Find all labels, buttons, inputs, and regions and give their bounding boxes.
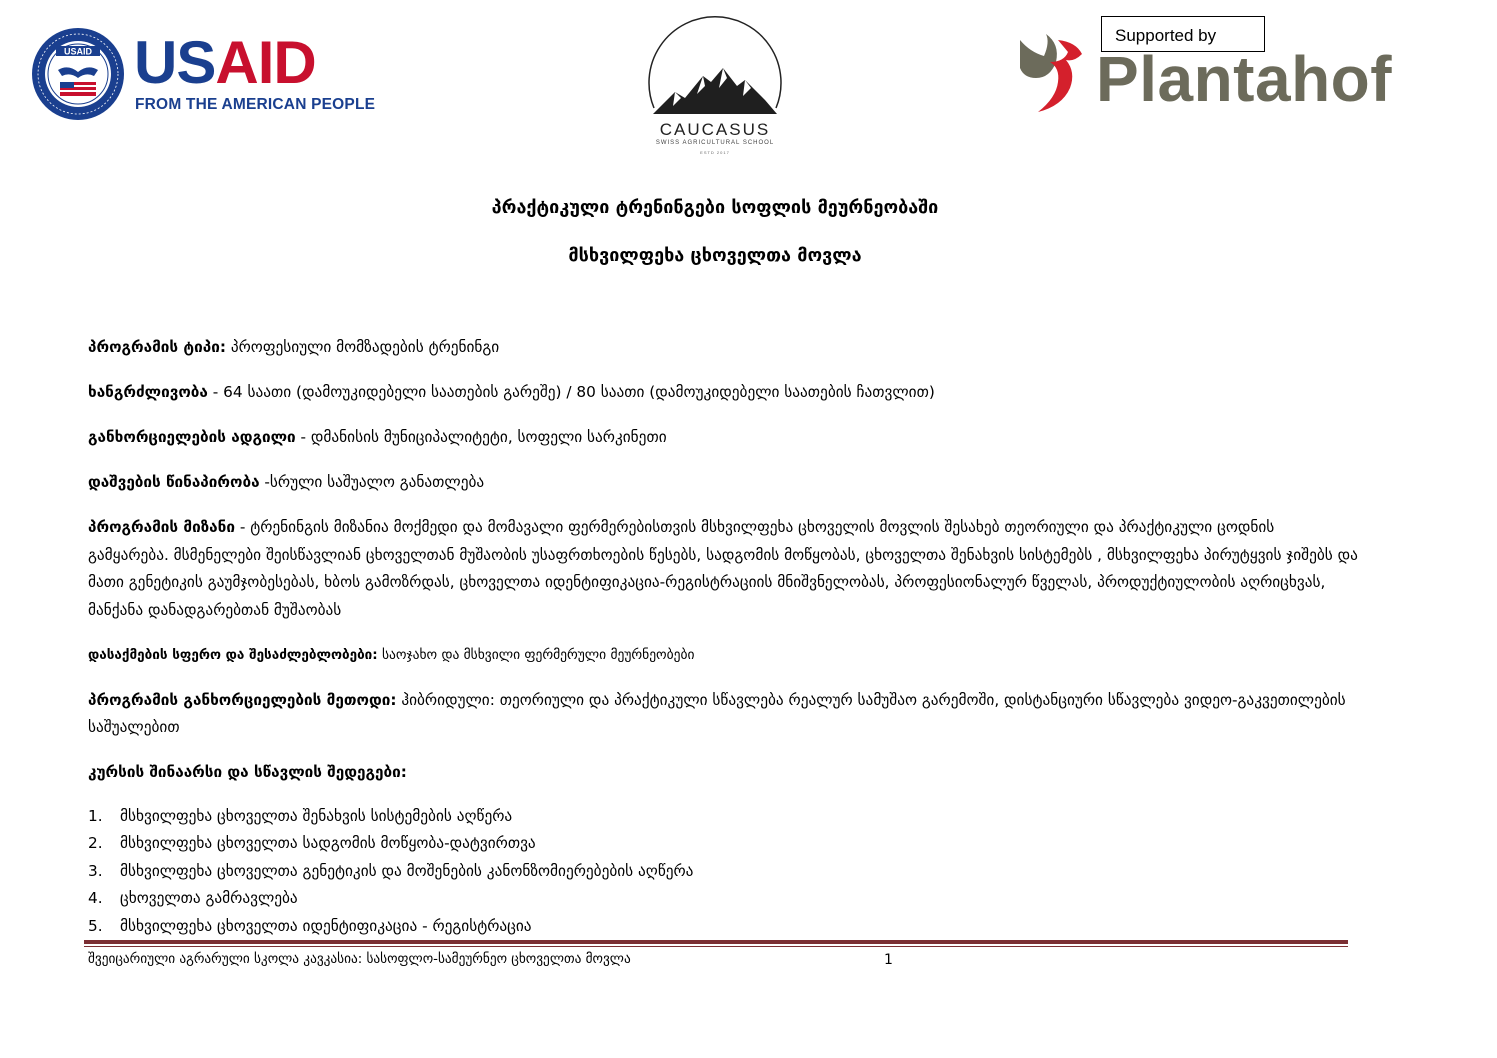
caucasus-established: ESTD 2017: [700, 150, 730, 155]
program-type-row: [88, 334, 1358, 362]
plantahof-mark-icon: [1016, 32, 1088, 112]
goal-row: [88, 514, 1358, 624]
location-label: განხორციელების ადგილი: [88, 428, 296, 446]
prerequisite-value: -სრული საშუალო განათლება: [259, 473, 485, 491]
outcomes-heading: კურსის შინაარსი და სწავლის შედეგები:: [88, 763, 407, 781]
list-item: 3. მსხვილფეხა ცხოველთა გენეტიკის და მოშენების კანონზომიერებების აღწერა: [88, 861, 694, 880]
usaid-logo: [30, 26, 376, 122]
usaid-tagline: FROM THE AMERICAN PEOPLE: [135, 96, 376, 113]
mountain-logo-icon: [645, 16, 785, 120]
document-subtitle: მსხვილფეხა ცხოველთა მოვლა: [568, 245, 862, 266]
usaid-seal-icon: [30, 26, 126, 122]
employment-row: [88, 642, 1358, 670]
employment-label: დასაქმების სფერო და შესაძლებლობები:: [88, 646, 378, 663]
method-value: ჰიბრიდული: თეორიული და პრაქტიკული სწავლება რეალურ სამუშაო გარემოში, დისტანციური სწავლება ვიდეო-გაკვეთილების საშუალებით: [88, 690, 1346, 736]
list-item: 5. მსხვილფეხა ცხოველთა იდენტიფიკაცია - რეგისტრაცია: [88, 916, 532, 935]
method-row: [88, 687, 1358, 742]
duration-label: ხანგრძლივობა: [88, 383, 208, 401]
method-label: პროგრამის განხორციელების მეთოდი:: [88, 690, 397, 709]
document-title: პრაქტიკული ტრენინგები სოფლის მეურნეობაში: [491, 197, 939, 218]
duration-row: [88, 379, 1358, 407]
location-row: [88, 424, 1358, 452]
outcomes-list: [88, 803, 1358, 941]
footer-text: შვეიცარიული აგრარული სკოლა კავკასია: სასოფლო-სამეურნეო ცხოველთა მოვლა: [88, 952, 631, 967]
location-value: - დმანისის მუნიციპალიტეტი, სოფელი სარკინეთი: [295, 428, 667, 446]
prerequisite-row: [88, 469, 1358, 497]
usaid-wordmark: USAID: [134, 29, 316, 96]
caucasus-logo: [645, 16, 785, 158]
list-item: 4. ცხოველთა გამრავლება: [88, 889, 298, 907]
duration-value: - 64 საათი (დამოუკიდებელი საათების გარეშე) / 80 საათი (დამოუკიდებელი საათების ჩათვლით): [207, 383, 935, 401]
prerequisite-label: დაშვების წინაპირობა: [88, 473, 260, 491]
footer-rule: [84, 940, 1348, 947]
footer-rule-thick: [84, 940, 1348, 944]
program-type-label: პროგრამის ტიპი:: [88, 338, 226, 356]
goal-label: პროგრამის მიზანი: [88, 518, 235, 536]
caucasus-subtitle: SWISS AGRICULTURAL SCHOOL: [655, 140, 775, 146]
plantahof-wordmark: Plantahof: [1096, 43, 1393, 115]
svg-text:USAID: USAID: [63, 46, 93, 57]
list-item: 2. მსხვილფეხა ცხოველთა სადგომის მოწყობა-დატვირთვა: [88, 834, 536, 852]
program-type-value: პროფესიული მომზადების ტრენინგი: [225, 338, 500, 356]
supported-by-label: Supported by: [1101, 16, 1265, 52]
employment-value: საოჯახო და მსხვილი ფერმერული მეურნეობები: [377, 646, 695, 663]
list-item: 1. მსხვილფეხა ცხოველთა შენახვის სისტემების აღწერა: [88, 806, 513, 825]
footer-rule-thin: [84, 946, 1348, 947]
caucasus-name: CAUCASUS: [659, 120, 771, 139]
page-number: 1: [884, 952, 893, 968]
goal-value: - ტრენინგის მიზანია მოქმედი და მომავალი ფერმერებისთვის მსხვილფეხა ცხოველის მოვლის შესახებ თეორიული და პრაქტიკული ცოდნის გამყარება. მსმენელები შეისწავლიან ცხოველთან მუშაობის უსაფრთხოების წესებს, სადგომის მოწყობას, ცხოველთა შენახვის სისტემებს , მსხვილფეხა პირუტყვის ჯიშებს და მათი გენეტიკის გაუმჯობესებას, ხბოს გამოზრდას, ცხოველთა იდენტიფიკაცია-რეგისტრაციის მნიშვნელობას, პროფესიონალურ წველას, პროდუქტიულობის აღრიცხვას, მანქანა დანადგარებთან მუშაობას: [88, 518, 1358, 619]
document-body: [88, 334, 1358, 940]
